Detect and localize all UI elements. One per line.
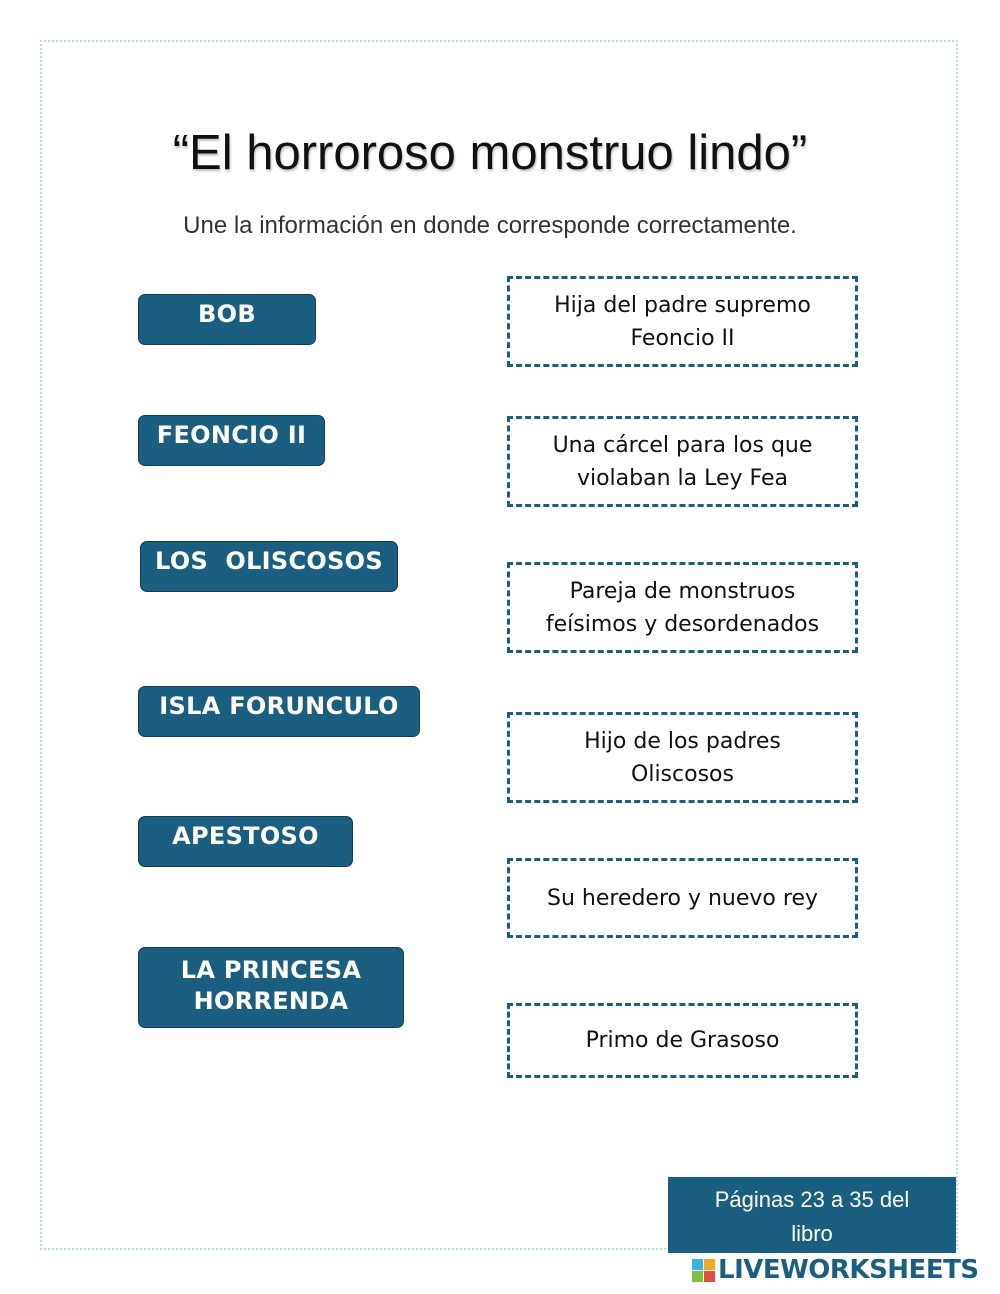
liveworksheets-logo-text: LIVEWORKSHEETS (718, 1255, 979, 1285)
pages-reference-line1: Páginas 23 a 35 del (714, 1187, 910, 1212)
drag-item-label: ISLA FORUNCULO (159, 692, 399, 720)
drop-target-text-line1: Una cárcel para los que (552, 432, 813, 458)
drop-target-text-line2: Feoncio II (630, 325, 735, 351)
drop-target-text-line2: feísimos y desordenados (545, 611, 820, 637)
drop-target-text-line1: Pareja de monstruos (569, 578, 796, 604)
drag-item-isla-forunculo[interactable] (138, 686, 420, 737)
drag-item-label-line1: LA PRINCESA (180, 955, 362, 984)
pages-reference (668, 1177, 956, 1253)
liveworksheets-logo-icon (692, 1259, 715, 1282)
pages-reference-line2: libro (791, 1221, 833, 1246)
drag-item-bob[interactable] (138, 294, 316, 345)
drop-target-3[interactable] (507, 562, 858, 653)
drag-item-label: BOB (198, 300, 256, 328)
drag-item-label: APESTOSO (172, 822, 319, 850)
drag-item-label-line2: HORRENDA (193, 986, 349, 1015)
drop-target-1[interactable] (507, 276, 858, 367)
worksheet-instructions: Une la información en donde corresponde correctamente. (183, 212, 797, 239)
worksheet-title: “El horroroso monstruo lindo” (172, 126, 808, 180)
liveworksheets-logo (692, 1253, 979, 1287)
drag-item-la-princesa-horrenda[interactable] (138, 947, 404, 1028)
drag-item-apestoso[interactable] (138, 816, 353, 867)
drop-target-text-line2: violaban la Ley Fea (576, 465, 789, 491)
drag-item-label: FEONCIO II (156, 421, 307, 449)
drop-target-2[interactable] (507, 416, 858, 507)
drop-target-4[interactable] (507, 712, 858, 803)
drop-target-text-line1: Primo de Grasoso (585, 1028, 780, 1053)
drop-target-text-line1: Hija del padre supremo (554, 292, 811, 318)
drop-target-5[interactable] (507, 858, 858, 938)
drop-target-text-line1: Su heredero y nuevo rey (546, 885, 818, 911)
drop-target-6[interactable] (507, 1003, 858, 1078)
drag-item-label: LOS OLISCOSOS (155, 547, 383, 575)
drag-item-feoncio-ii[interactable] (138, 415, 325, 466)
drag-item-los-oliscosos[interactable] (140, 541, 398, 592)
drop-target-text-line2: Oliscosos (631, 761, 734, 787)
drop-target-text-line1: Hijo de los padres (584, 728, 781, 754)
